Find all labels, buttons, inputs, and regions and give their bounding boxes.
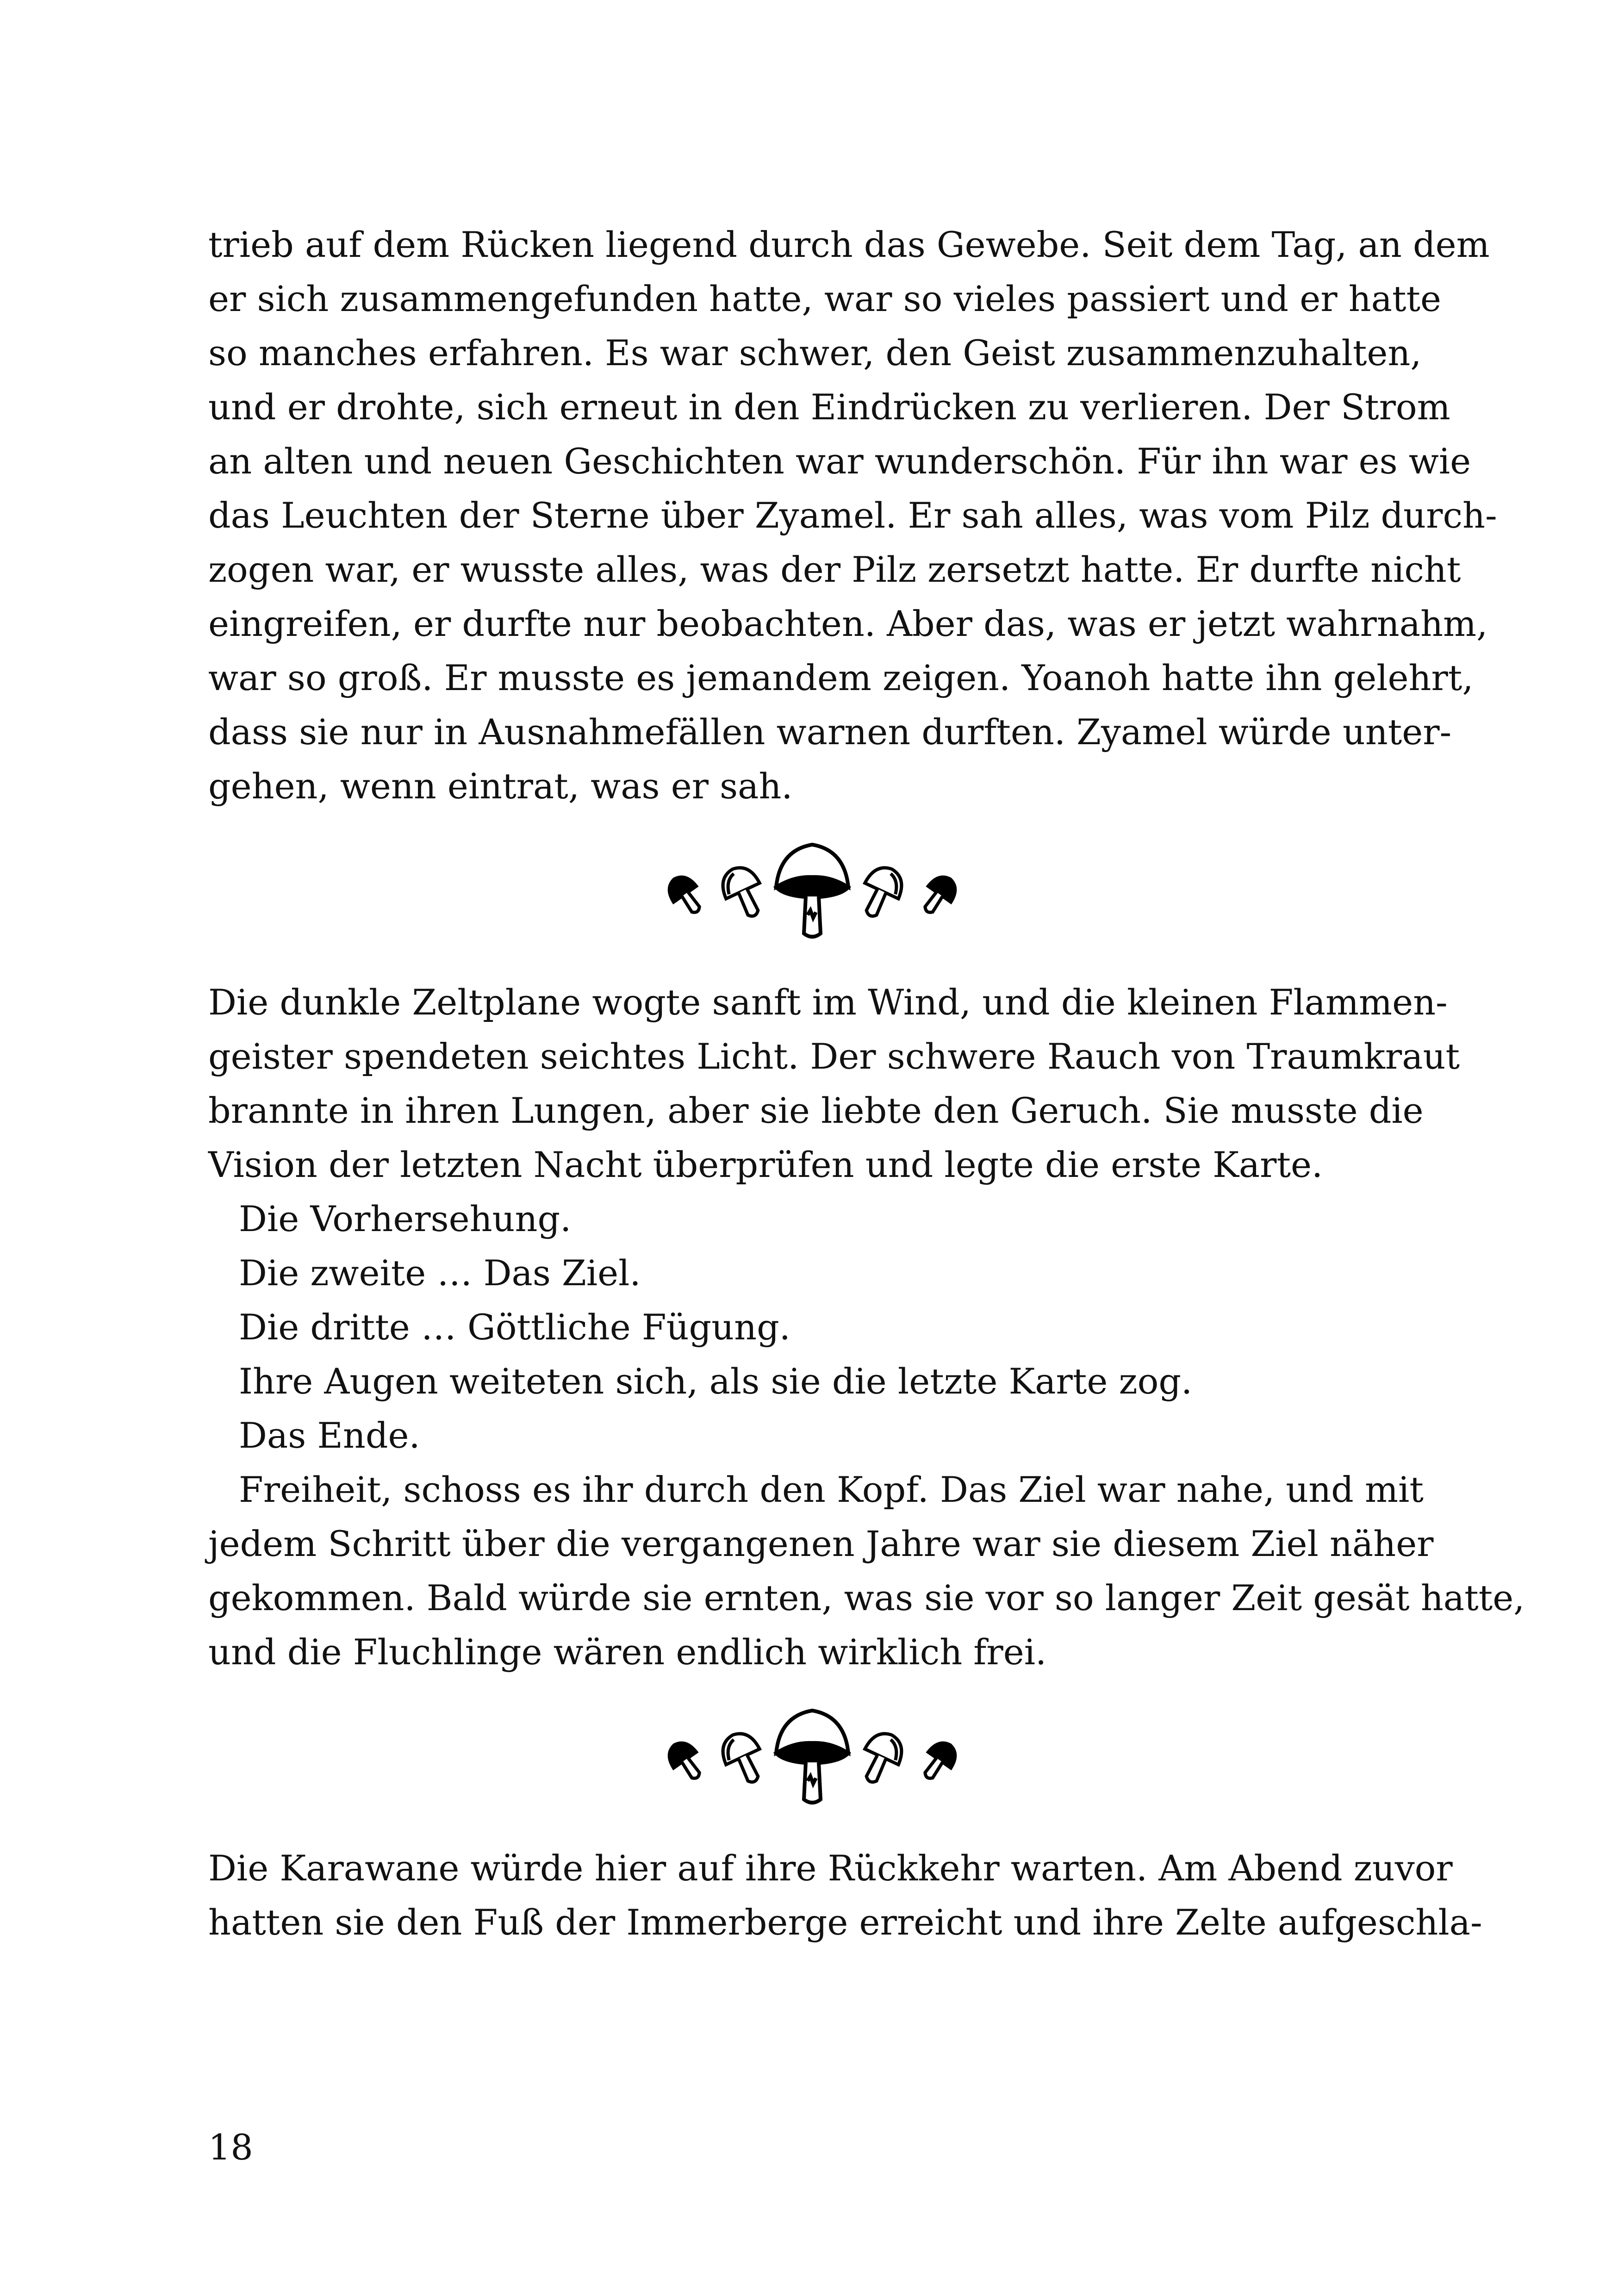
page-body xyxy=(208,218,1525,1949)
text-line: Ihre Augen weiteten sich, als sie die letzte Karte zog. xyxy=(239,1361,1193,1402)
paragraph-section-2 xyxy=(208,975,1525,1679)
text-line: und die Fluchlinge wären endlich wirklich frei. xyxy=(208,1631,1047,1673)
text-line: Die Vorhersehung. xyxy=(239,1198,572,1239)
page-number: 18 xyxy=(208,2127,253,2168)
text-line: dass sie nur in Ausnahmefällen warnen durften. Zyamel würde unter- xyxy=(208,711,1452,753)
text-line: an alten und neuen Geschichten war wunderschön. Für ihn war es wie xyxy=(208,441,1471,482)
text-line: jedem Schritt über die vergangenen Jahre war sie diesem Ziel näher xyxy=(208,1523,1434,1564)
text-line: das Leuchten der Sterne über Zyamel. Er sah alles, was vom Pilz durch- xyxy=(208,495,1497,536)
text-line: Die dunkle Zeltplane wogte sanft im Wind, und die kleinen Flammen- xyxy=(208,982,1448,1023)
text-line: gehen, wenn eintrat, was er sah. xyxy=(208,765,793,807)
text-line: Die dritte … Göttliche Fügung. xyxy=(239,1307,790,1348)
text-line: und er drohte, sich erneut in den Eindrücken zu verlieren. Der Strom xyxy=(208,386,1450,428)
paragraph-section-3 xyxy=(208,1841,1482,1949)
text-line: Die Karawane würde hier auf ihre Rückkehr warten. Am Abend zuvor xyxy=(208,1848,1453,1889)
text-line: war so groß. Er musste es jemandem zeigen. Yoanoh hatte ihn gelehrt, xyxy=(208,657,1474,698)
text-line: Das Ende. xyxy=(239,1415,420,1456)
paragraph-section-1 xyxy=(208,218,1497,813)
text-line: so manches erfahren. Es war schwer, den Geist zusammenzuhalten, xyxy=(208,332,1422,373)
text-line: er sich zusammengefunden hatte, war so vieles passiert und er hatte xyxy=(208,278,1442,319)
mushroom-row-icon xyxy=(208,813,1416,975)
text-line: hatten sie den Fuß der Immerberge erreicht und ihre Zelte aufgeschla- xyxy=(208,1902,1482,1943)
text-line: Vision der letzten Nacht überprüfen und legte die erste Karte. xyxy=(208,1144,1323,1185)
text-line: trieb auf dem Rücken liegend durch das Gewebe. Seit dem Tag, an dem xyxy=(208,224,1490,265)
text-line: eingreifen, er durfte nur beobachten. Aber das, was er jetzt wahrnahm, xyxy=(208,603,1488,644)
text-line: Die zweite … Das Ziel. xyxy=(239,1252,641,1294)
text-line: brannte in ihren Lungen, aber sie liebte den Geruch. Sie musste die xyxy=(208,1090,1424,1131)
text-line: Freiheit, schoss es ihr durch den Kopf. Das Ziel war nahe, und mit xyxy=(239,1469,1424,1510)
mushroom-row-icon xyxy=(208,1679,1416,1841)
text-line: zogen war, er wusste alles, was der Pilz zersetzt hatte. Er durfte nicht xyxy=(208,549,1461,590)
text-line: gekommen. Bald würde sie ernten, was sie vor so langer Zeit gesät hatte, xyxy=(208,1577,1525,1618)
text-line: geister spendeten seichtes Licht. Der schwere Rauch von Traumkraut xyxy=(208,1036,1460,1077)
